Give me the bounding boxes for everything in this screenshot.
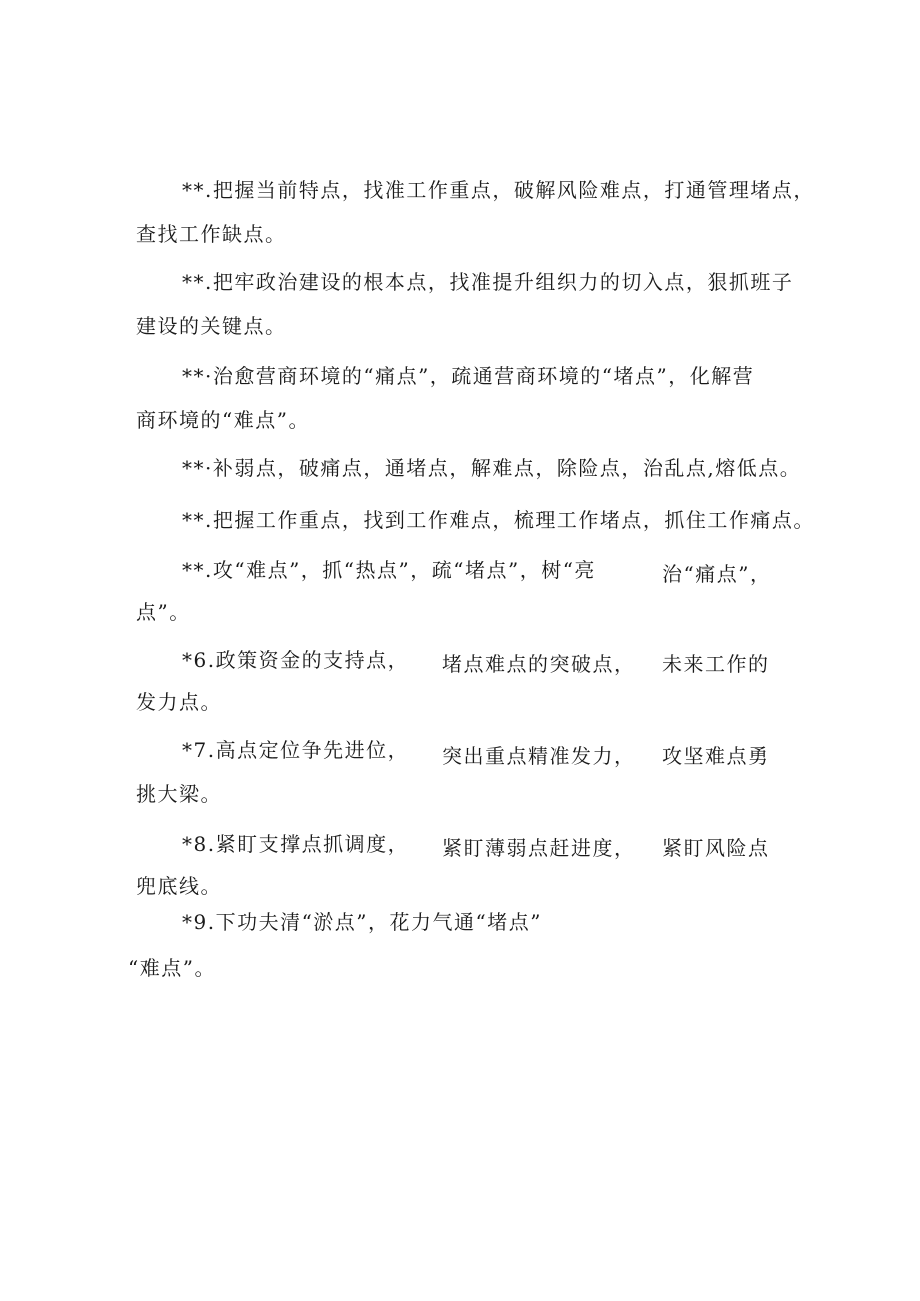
item-4-line-1: **·补弱点，破痛点，通堵点，解难点，除险点，治乱点,熔低点。 xyxy=(182,456,802,480)
item-7-line-2: 发力点。 xyxy=(136,690,222,714)
item-2-line-2: 建设的关键点。 xyxy=(136,314,287,338)
item-6-line-1-part-b: 治“痛点”， xyxy=(662,562,772,586)
item-9-line-2: 兜底线。 xyxy=(136,874,222,898)
item-1-line-1: **.把握当前特点，找准工作重点，破解风险难点，打通管理堵点， xyxy=(182,178,815,202)
item-6-line-2: 点”。 xyxy=(136,600,191,624)
item-9-line-1-part-b: 紧盯薄弱点赶进度， xyxy=(442,836,636,860)
item-9-line-1-part-c: 紧盯风险点 xyxy=(662,836,770,860)
item-7-line-1-part-b: 堵点难点的突破点， xyxy=(442,652,636,676)
item-3-line-1: **·治愈营商环境的“痛点”，疏通营商环境的“堵点”，化解营 xyxy=(182,364,755,388)
item-9-line-1-part-a: *8.紧盯支撑点抓调度， xyxy=(182,832,410,856)
item-3-line-2: 商环境的“难点”。 xyxy=(136,408,310,432)
item-5-line-1: **.把握工作重点，找到工作难点，梳理工作堵点，抓住工作痛点。 xyxy=(182,508,815,532)
item-10-line-1: *9.下功夫清“淤点”，花力气通“堵点” xyxy=(182,910,542,934)
item-8-line-1-part-c: 攻坚难点勇 xyxy=(662,744,770,768)
item-7-line-1-part-a: *6.政策资金的支持点， xyxy=(182,648,410,672)
item-2-line-1: **.把牢政治建设的根本点，找准提升组织力的切入点，狠抓班子 xyxy=(182,270,794,294)
item-10-line-2: “难点”。 xyxy=(128,956,216,980)
item-6-line-1-part-a: **.攻“难点”，抓“热点”，疏“堵点”，树“亮 xyxy=(182,558,596,582)
item-8-line-1-part-b: 突出重点精准发力， xyxy=(442,744,636,768)
item-8-line-1-part-a: *7.高点定位争先进位， xyxy=(182,738,410,762)
item-1-line-2: 查找工作缺点。 xyxy=(136,222,287,246)
item-7-line-1-part-c: 未来工作的 xyxy=(662,652,770,676)
item-8-line-2: 挑大梁。 xyxy=(136,782,222,806)
